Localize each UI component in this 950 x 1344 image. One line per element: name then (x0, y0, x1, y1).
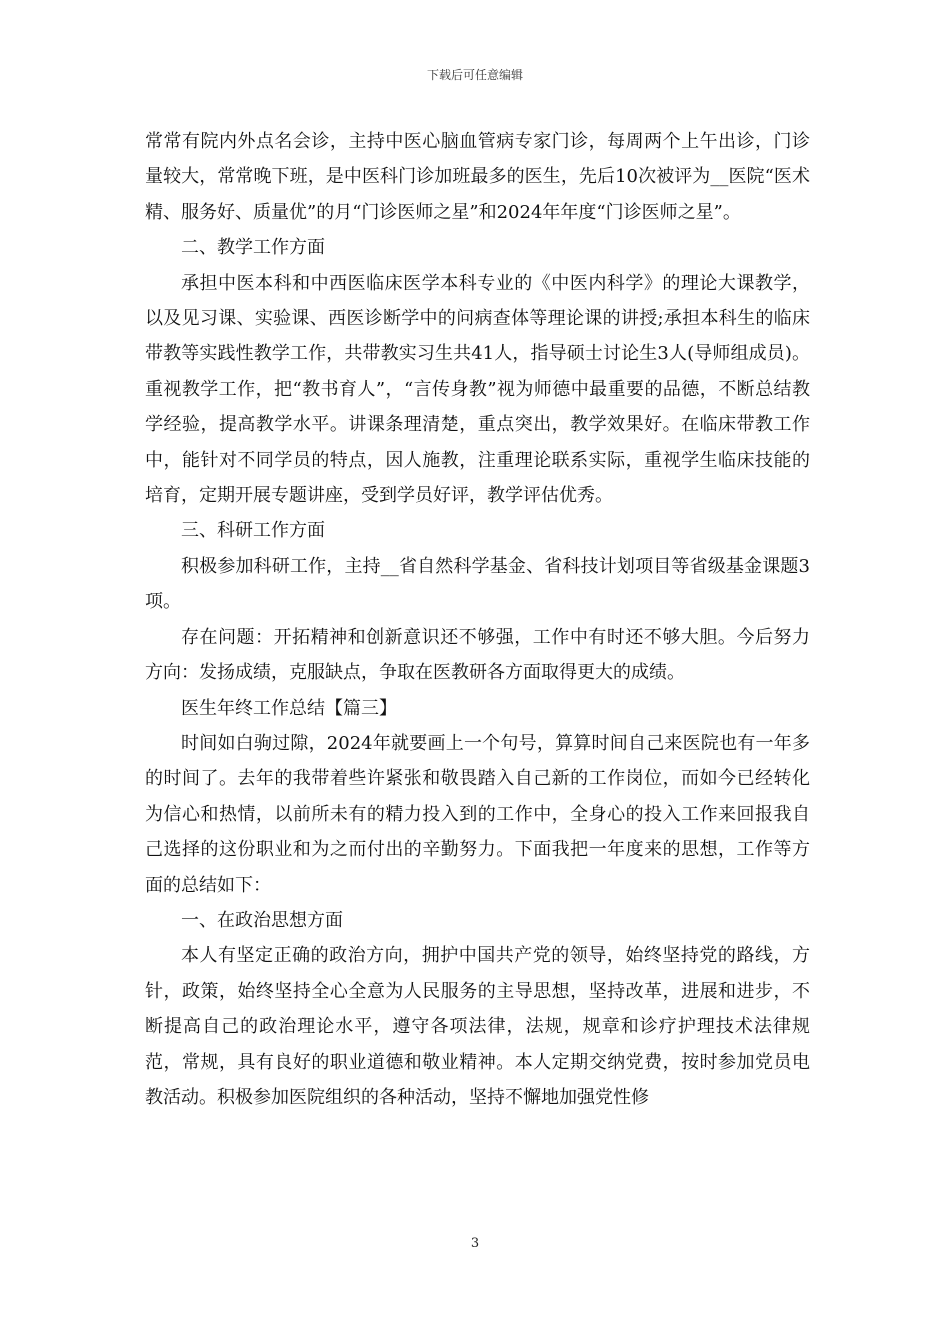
paragraph-teaching: 承担中医本科和中西医临床医学本科专业的《中医内科学》的理论大课教学，以及见习课、实验课、西医诊断学中的问病查体等理论课的讲授;承担本科生的临床带教等实践性教学工作，共带教实习生共41人，指导硕士讨论生3人(导师组成员)。重视教学工作，把“教书育人”，“言传身教”视为师德中最重要的品德，不断总结教学经验，提高教学水平。讲课条理清楚，重点突出，教学效果好。在临床带教工作中，能针对不同学员的特点，因人施教，注重理论联系实际，重视学生临床技能的培育，定期开展专题讲座，受到学员好评，教学评估优秀。 (145, 272, 810, 507)
paragraph-intro: 时间如白驹过隙，2024年就要画上一个句号，算算时间自己来医院也有一年多的时间了。去年的我带着些许紧张和敬畏踏入自己新的工作岗位，而如今已经转化为信心和热情，以前所未有的精力投入到的工作中，全身心的投入工作来回报我自己选择的这份职业和为之而付出的辛勤努力。下面我把一年度来的思想，工作等方面的总结如下： (145, 732, 810, 896)
document-body (145, 124, 810, 1115)
paragraph-problems: 存在问题：开拓精神和创新意识还不够强，工作中有时还不够大胆。今后努力方向：发扬成绩，克服缺点，争取在医教研各方面取得更大的成绩。 (145, 626, 810, 684)
section-heading-politics: 一、在政治思想方面 (181, 909, 343, 931)
paragraph-politics: 本人有坚定正确的政治方向，拥护中国共产党的领导，始终坚持党的路线，方针，政策，始终坚持全心全意为人民服务的主导思想，坚持改革，进展和进步，不断提高自己的政治理论水平，遵守各项法律，法规，规章和诊疗护理技术法律规范，常规，具有良好的职业道德和敬业精神。本人定期交纳党费，按时参加党员电教活动。积极参加医院组织的各种活动，坚持不懈地加强党性修 (145, 945, 810, 1108)
paragraph-research: 积极参加科研工作，主持__省自然科学基金、省科技计划项目等省级基金课题3项。 (145, 555, 810, 613)
page-number: 3 (470, 1236, 480, 1251)
section-heading-research: 三、科研工作方面 (181, 520, 325, 542)
section-heading-teaching: 二、教学工作方面 (181, 237, 325, 259)
page-header: 下载后可任意编辑 (426, 68, 523, 82)
paragraph-1: 常常有院内外点名会诊，主持中医心脑血管病专家门诊，每周两个上午出诊，门诊量较大，常常晚下班，是中医科门诊加班最多的医生，先后10次被评为__医院“医术精、服务好、质量优”的月“门诊医师之星”和2024年年度“门诊医师之星”。 (145, 131, 810, 223)
article-title-part-three: 医生年终工作总结【篇三】 (181, 697, 397, 719)
